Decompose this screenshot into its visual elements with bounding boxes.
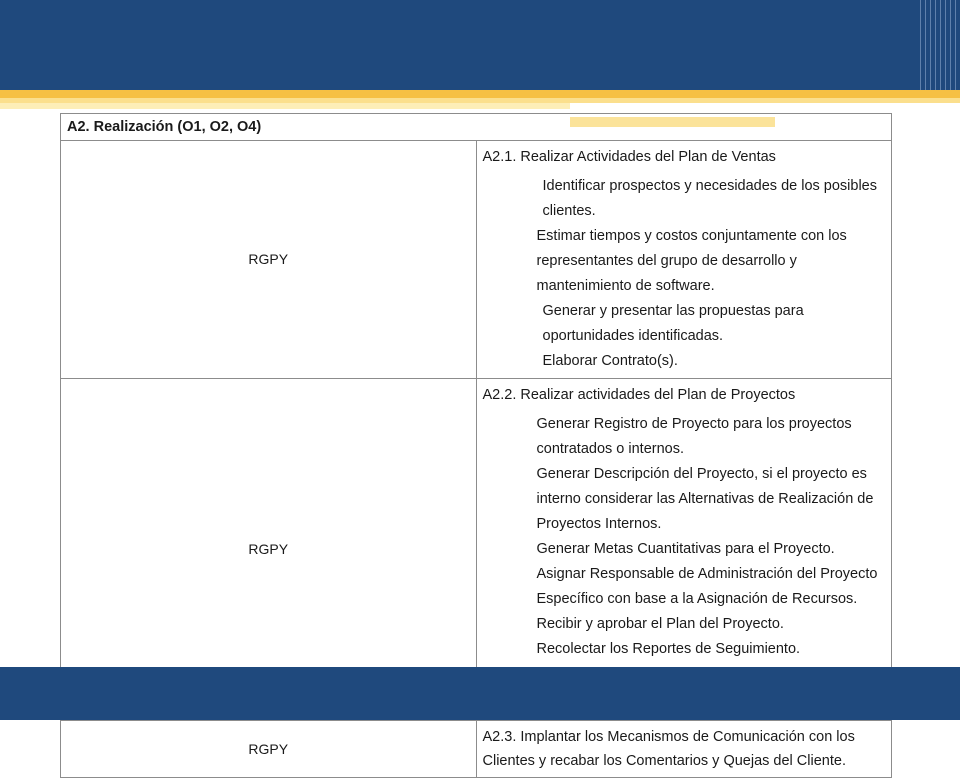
activity-step: Recolectar los Reportes de Seguimiento. xyxy=(536,641,801,657)
activity-title: A2.3. Implantar los Mecanismos de Comunicación con los Clientes y recabar los Comentarios y Quejas del Cliente. xyxy=(482,729,855,769)
top-banner xyxy=(0,0,960,90)
role-cell: RGPY xyxy=(61,141,477,379)
activity-step: Estimar tiempos y costos conjuntamente con los representantes del grupo de desarrollo y mantenimiento de software. xyxy=(536,228,847,294)
activity-step: Recibir y aprobar el Plan del Proyecto. xyxy=(536,616,784,632)
activity-title: A2.1. Realizar Actividades del Plan de Ventas xyxy=(482,149,776,165)
section-header: A2. Realización (O1, O2, O4) xyxy=(61,114,892,141)
top-banner-stripes xyxy=(920,0,960,90)
activity-steps xyxy=(483,174,886,374)
activity-title: A2.2. Realizar actividades del Plan de Proyectos xyxy=(482,387,796,403)
gold-accent-bar-pale xyxy=(0,103,570,109)
activity-step: Generar Registro de Proyecto para los proyectos contratados o internos. xyxy=(536,416,852,457)
gold-accent-bar xyxy=(0,90,960,98)
table-row xyxy=(61,141,892,379)
activity-cell xyxy=(476,721,892,778)
activity-step: Identificar prospectos y necesidades de los posibles clientes. xyxy=(542,178,877,219)
bottom-banner xyxy=(0,667,960,720)
table-header-row xyxy=(61,114,892,141)
activity-step: Generar Descripción del Proyecto, si el proyecto es interno considerar las Alternativas de Realización de Proyectos Internos. xyxy=(536,466,874,532)
activity-step: Generar Metas Cuantitativas para el Proyecto. xyxy=(536,541,835,557)
activity-step: Generar y presentar las propuestas para oportunidades identificadas. xyxy=(542,303,804,344)
table-row xyxy=(61,721,892,778)
activity-step: Elaborar Contrato(s). xyxy=(542,353,678,369)
role-cell: RGPY xyxy=(61,721,477,778)
role-cell: RGPY xyxy=(61,379,477,721)
activity-cell xyxy=(476,141,892,379)
activity-step: Asignar Responsable de Administración del Proyecto Específico con base a la Asignación de Recursos. xyxy=(536,566,878,607)
